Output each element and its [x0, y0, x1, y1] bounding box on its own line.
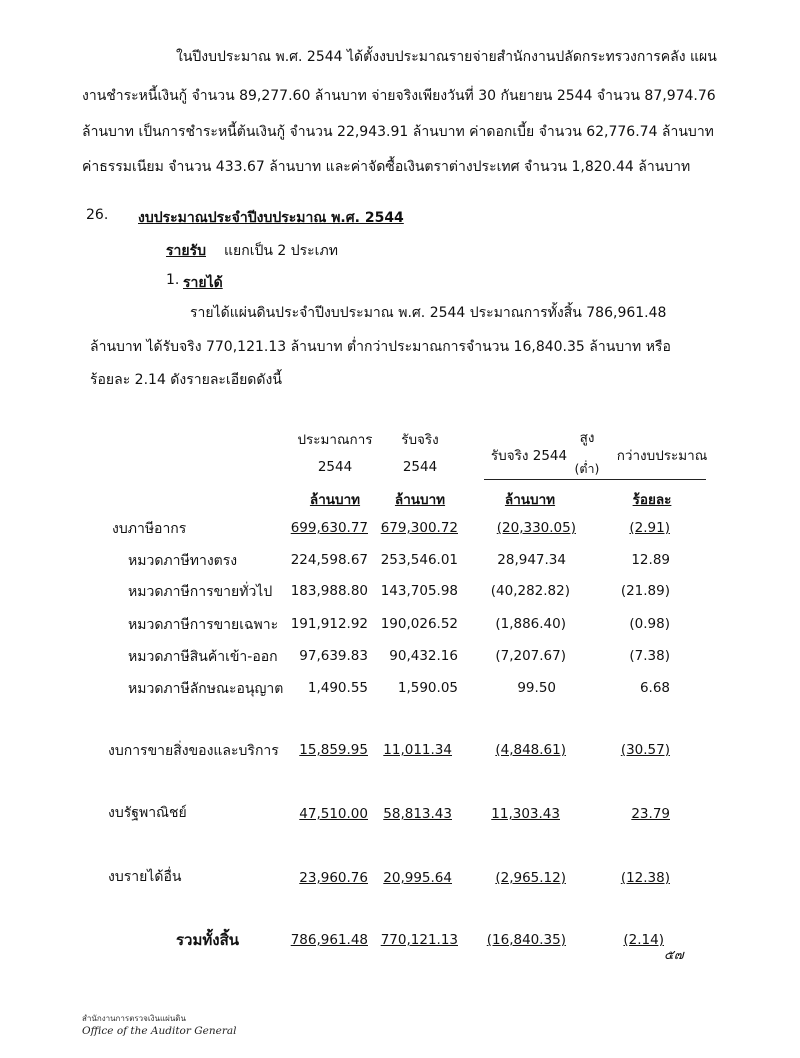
total-estimate: 786,961.48: [290, 932, 368, 948]
group-actual: 20,995.64: [383, 870, 452, 886]
header-diff-actual: รับจริง 2544: [490, 448, 568, 464]
subrow-estimate: 97,639.83: [299, 648, 368, 664]
tax-label: งบภาษีอากร: [112, 521, 187, 537]
group-actual: 11,011.34: [383, 742, 452, 758]
body-line-3: ร้อยละ 2.14 ดังรายละเอียดดังนี้: [90, 372, 282, 388]
subrow-label: หมวดภาษีการขายทั่วไป: [128, 584, 273, 600]
group-actual: 58,813.43: [383, 806, 452, 822]
tax-estimate: 699,630.77: [290, 520, 368, 536]
tax-actual: 679,300.72: [380, 520, 458, 536]
item-number: 1.: [166, 272, 180, 288]
intro-line-2: งานชำระหนี้เงินกู้ จำนวน 89,277.60 ล้านบาท จ่ายจริงเพียงวันที่ 30 กันยายน 2544 จำนวน 87,974.76: [82, 88, 716, 104]
subrow-actual: 190,026.52: [380, 616, 458, 632]
subrow-actual: 90,432.16: [389, 648, 458, 664]
subrow-estimate: 183,988.80: [290, 583, 368, 599]
subrow-estimate: 224,598.67: [290, 552, 368, 568]
total-label: รวมทั้งสิ้น: [176, 931, 239, 949]
footer-thai: สำนักงานการตรวจเงินแผ่นดิน: [82, 1014, 186, 1023]
subrow-diff: (40,282.82): [490, 583, 570, 599]
item-title: รายได้: [183, 275, 223, 291]
section-number: 26.: [86, 207, 109, 223]
body-line-1: รายได้แผ่นดินประจำปีงบประมาณ พ.ศ. 2544 ประมาณการทั้งสิ้น 786,961.48: [190, 305, 667, 321]
subrow-diff: 99.50: [517, 680, 556, 696]
page-number: ๕๗: [664, 948, 684, 963]
header-rule: [484, 479, 706, 480]
group-estimate: 47,510.00: [299, 806, 368, 822]
footer-english: Office of the Auditor General: [82, 1025, 237, 1037]
subrow-actual: 143,705.98: [380, 583, 458, 599]
subrow-diff: (1,886.40): [495, 616, 566, 632]
subrow-actual: 1,590.05: [397, 680, 458, 696]
header-lower: (ต่ำ): [574, 461, 600, 476]
revenue-text: แยกเป็น 2 ประเภท: [224, 243, 338, 259]
subrow-estimate: 191,912.92: [290, 616, 368, 632]
unit-percent: ร้อยละ: [632, 492, 672, 508]
group-estimate: 15,859.95: [299, 742, 368, 758]
unit-estimate: ล้านบาท: [309, 492, 361, 508]
group-label: งบการขายสิ่งของและบริการ: [108, 743, 279, 759]
total-percent: (2.14): [623, 932, 664, 948]
header-estimate: ประมาณการ: [297, 432, 373, 448]
subrow-estimate: 1,490.55: [307, 680, 368, 696]
tax-percent: (2.91): [629, 520, 670, 536]
subrow-percent: (21.89): [620, 583, 670, 599]
group-percent: (30.57): [620, 742, 670, 758]
group-diff: (4,848.61): [495, 742, 566, 758]
group-percent: (12.38): [620, 870, 670, 886]
subrow-diff: (7,207.67): [495, 648, 566, 664]
subrow-label: หมวดภาษีการขายเฉพาะ: [128, 617, 279, 633]
total-diff: (16,840.35): [486, 932, 566, 948]
group-label: งบรายได้อื่น: [108, 869, 182, 885]
group-diff: 11,303.43: [491, 806, 560, 822]
intro-line-3: ล้านบาท เป็นการชำระหนี้ต้นเงินกู้ จำนวน 22,943.91 ล้านบาท ค่าดอกเบี้ย จำนวน 62,776.74 ล้านบาท: [82, 124, 714, 140]
subrow-percent: (7.38): [629, 648, 670, 664]
header-actual: รับจริง: [401, 432, 439, 448]
group-percent: 23.79: [631, 806, 670, 822]
tax-diff: (20,330.05): [496, 520, 576, 536]
subrow-label: หมวดภาษีสินค้าเข้า-ออก: [128, 649, 278, 665]
intro-line-1: ในปีงบประมาณ พ.ศ. 2544 ได้ตั้งงบประมาณรายจ่ายสำนักงานปลัดกระทรวงการคลัง แผน: [176, 49, 717, 65]
subrow-label: หมวดภาษีทางตรง: [128, 553, 238, 569]
subrow-label: หมวดภาษีลักษณะอนุญาต: [128, 681, 284, 697]
subrow-diff: 28,947.34: [497, 552, 566, 568]
revenue-label: รายรับ: [166, 243, 206, 259]
subrow-percent: 6.68: [639, 680, 670, 696]
unit-actual: ล้านบาท: [394, 492, 446, 508]
subrow-percent: 12.89: [631, 552, 670, 568]
body-line-2: ล้านบาท ได้รับจริง 770,121.13 ล้านบาท ต่ำกว่าประมาณการจำนวน 16,840.35 ล้านบาท หรือ: [90, 339, 671, 355]
group-diff: (2,965.12): [495, 870, 566, 886]
subrow-percent: (0.98): [629, 616, 670, 632]
section-title: งบประมาณประจำปีงบประมาณ พ.ศ. 2544: [138, 210, 404, 226]
group-estimate: 23,960.76: [299, 870, 368, 886]
total-actual: 770,121.13: [380, 932, 458, 948]
header-actual-year: 2544: [402, 459, 438, 475]
intro-line-4: ค่าธรรมเนียม จำนวน 433.67 ล้านบาท และค่าจัดซื้อเงินตราต่างประเทศ จำนวน 1,820.44 ล้านบาท: [82, 159, 691, 175]
header-diff-estimate: กว่างบประมาณ: [616, 448, 708, 464]
header-estimate-year: 2544: [317, 459, 353, 475]
subrow-actual: 253,546.01: [380, 552, 458, 568]
group-label: งบรัฐพาณิชย์: [108, 805, 187, 821]
unit-diff: ล้านบาท: [504, 492, 556, 508]
header-higher: สูง: [579, 430, 595, 446]
